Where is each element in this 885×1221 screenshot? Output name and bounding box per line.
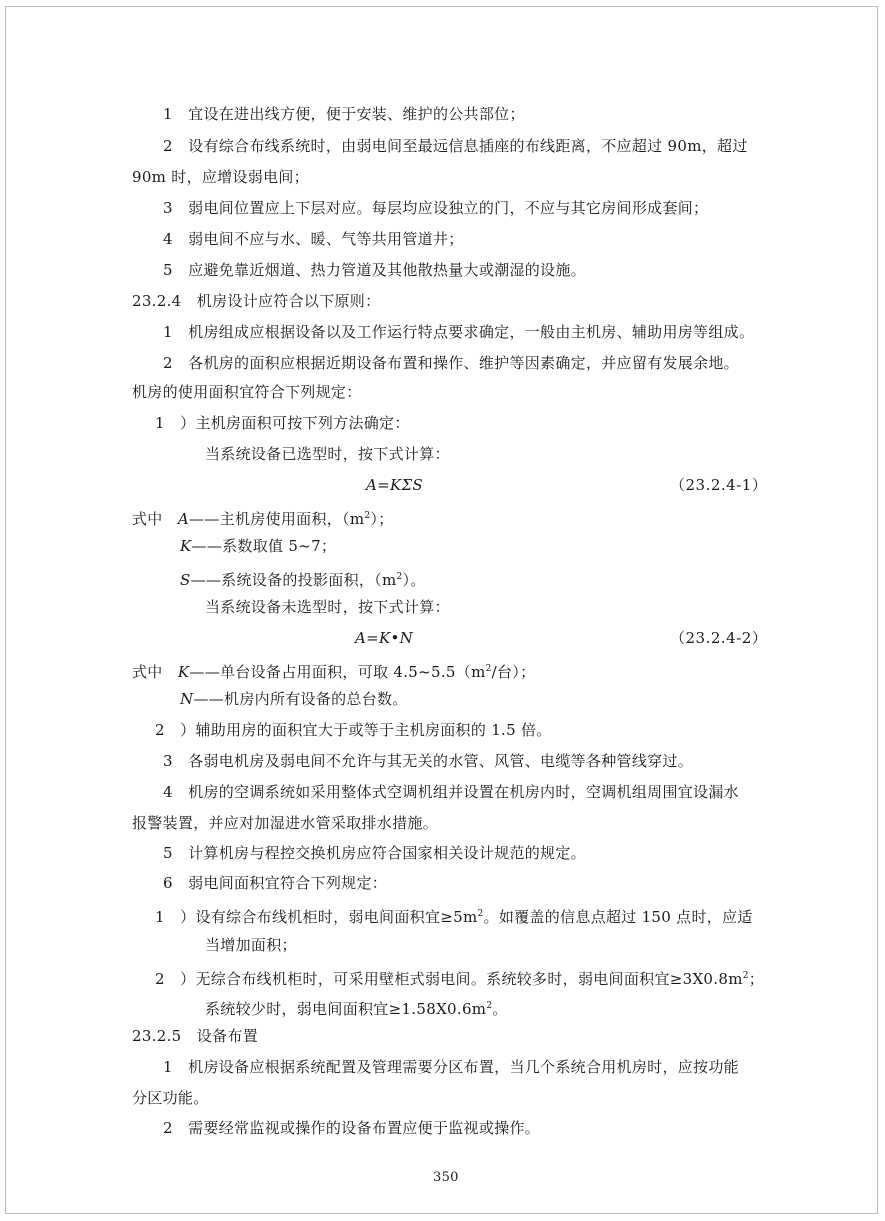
text-line: S——系统设备的投影面积，$(m^2)$。	[180, 571, 426, 589]
text-line: 3 各弱电机房及弱电间不允许与其无关的水管、风管、电缆等各种管线穿过。	[163, 752, 694, 770]
text-line: 1 机房设备应根据系统配置及管理需要分区布置，当几个系统合用机房时，应按功能	[163, 1058, 739, 1076]
section-heading: 23.2.5 设备布置	[132, 1027, 259, 1045]
formula: A=K•N	[355, 629, 414, 647]
text-line: 式中 A——主机房使用面积，$(m^2)$；	[132, 510, 394, 528]
text-line: 当系统设备已选型时，按下式计算：	[205, 445, 450, 463]
text-line: 机房的使用面积宜符合下列规定：	[132, 383, 362, 401]
text-line: 1 宜设在进出线方便，便于安装、维护的公共部位；	[163, 105, 525, 123]
text-line: 2 ）辅助用房的面积宜大于或等于主机房面积的 1.5 倍。	[155, 721, 552, 739]
text-line: 6 弱电间面积宜符合下列规定：	[163, 874, 388, 892]
text-line: 式中 K——单台设备占用面积，可取 $4.5\sim 5.5(m^2/$台）；	[132, 663, 536, 681]
symbol: N	[180, 690, 194, 708]
where-label: 式中	[132, 663, 178, 681]
text-line: 5 应避免靠近烟道、热力管道及其他散热量大或潮湿的设施。	[163, 261, 586, 279]
text-line: K——系数取值 5~7；	[180, 537, 337, 555]
text-line: 1 机房组成应根据设备以及工作运行特点要求确定，一般由主机房、辅助用房等组成。	[163, 323, 755, 341]
symbol: S	[180, 571, 191, 589]
text-line: 3 弱电间位置应上下层对应。每层均应设独立的门，不应与其它房间形成套间；	[163, 199, 709, 217]
text-line: 报警装置，并应对加湿进水管采取排水措施。	[132, 814, 439, 832]
equation-number: （23.2.4-2）	[670, 629, 768, 647]
text-line: 5 计算机房与程控交换机房应符合国家相关设计规范的规定。	[163, 844, 586, 862]
text-line: 2 设有综合布线系统时，由弱电间至最远信息插座的布线距离，不应超过 90m，超过	[163, 137, 748, 155]
where-label: 式中	[132, 510, 178, 528]
symbol: K	[177, 663, 190, 681]
text-line: 4 弱电间不应与水、暖、气等共用管道井；	[163, 230, 464, 248]
formula: A=KΣS	[366, 476, 423, 494]
page-number: 350	[433, 1170, 459, 1185]
text-line: 当增加面积；	[205, 936, 297, 954]
text-line: 90m 时，应增设弱电间；	[132, 168, 309, 186]
text-line: 1 ）设有综合布线机柜时，弱电间面积宜$\ge 5m^2$。如覆盖的信息点超过 150 点时，应适	[155, 908, 753, 926]
symbol: A	[177, 510, 190, 528]
symbol: K	[180, 537, 192, 555]
text-line: 2 ）无综合布线机柜时，可采用壁柜式弱电间。系统较多时，弱电间面积宜$\ge 3X0.8m^2$；	[155, 970, 765, 988]
section-heading: 23.2.4 机房设计应符合以下原则：	[132, 292, 381, 310]
text-line: 系统较少时，弱电间面积宜$\ge 1.58X0.6m^2$。	[205, 1000, 508, 1018]
text-line: 分区功能。	[132, 1089, 209, 1107]
text-line: 2 需要经常监视或操作的设备布置应便于监视或操作。	[163, 1119, 541, 1137]
text-line: 当系统设备未选型时，按下式计算：	[205, 598, 450, 616]
text-line: N——机房内所有设备的总台数。	[180, 690, 408, 708]
text-line: 2 各机房的面积应根据近期设备布置和操作、维护等因素确定，并应留有发展余地。	[163, 354, 739, 372]
text-line: 4 机房的空调系统如采用整体式空调机组并设置在机房内时，空调机组周围宜设漏水	[163, 783, 739, 801]
text-line: 1 ）主机房面积可按下列方法确定：	[155, 414, 410, 432]
equation-number: （23.2.4-1）	[670, 476, 768, 494]
